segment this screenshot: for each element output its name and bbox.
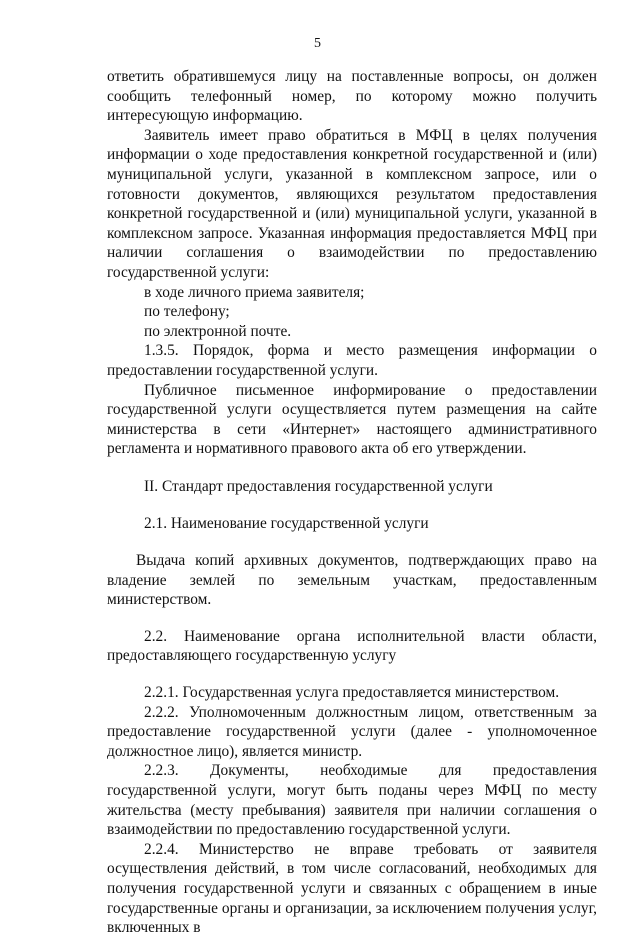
spacer <box>107 666 597 683</box>
paragraph: Заявитель имеет право обратиться в МФЦ в целях получения информации о ходе предоставления конкретной государственной и (или) муниципальной услуги, указанной в комплексном запросе, или о готовности документов, являющихся результатом предоставления конкретной государственной и (или) муниципальной услуги, указанной в комплексном запросе. Указанная информация предоставляется МФЦ при наличии соглашения о взаимодействии по предоставлению государственной услуги: <box>107 126 597 281</box>
paragraph: ответить обратившемуся лицу на поставленные вопросы, он должен сообщить телефонный номер, по которому можно получить интересующую информацию. <box>107 68 597 125</box>
paragraph: 2.2.4. Министерство не вправе требовать от заявителя осуществления действий, в том числе согласований, необходимых для получения государственной услуги и связанных с обращением в иные государственные органы и организации, за исключением получения услуг, включенных в <box>107 840 597 937</box>
paragraph: 1.3.5. Порядок, форма и место размещения информации о предоставлении государственной услуги. <box>107 342 597 379</box>
page-number: 5 <box>314 36 321 51</box>
list-item: в ходе личного приема заявителя; <box>144 283 365 301</box>
list-item: по электронной почте. <box>144 322 292 340</box>
spacer <box>107 459 597 477</box>
paragraph: 2.1. Наименование государственной услуги <box>144 515 429 533</box>
spacer <box>107 534 597 551</box>
paragraph: Публичное письменное информирование о предоставлении государственной услуги осуществляется путем размещения на сайте министерства в сети «Интернет» настоящего административного регламента и нормативного правового акта об его утверждении. <box>107 381 597 458</box>
paragraph: 2.2.1. Государственная услуга предоставляется министерством. <box>144 684 560 702</box>
document-body <box>107 67 597 938</box>
paragraph: 2.2.2. Уполномоченным должностным лицом, ответственным за предоставление государственной услуги (далее - уполномоченное должностное лицо), является министр. <box>107 703 597 760</box>
paragraph: II. Стандарт предоставления государственной услуги <box>144 477 493 495</box>
paragraph: 2.2. Наименование органа исполнительной власти области, предоставляющего государственную услугу <box>107 627 597 665</box>
spacer <box>107 610 597 627</box>
spacer <box>107 496 597 514</box>
paragraph: Выдача копий архивных документов, подтверждающих право на владение землей по земельным участкам, предоставленным министерством. <box>107 552 597 609</box>
list-item: по телефону; <box>144 303 230 321</box>
paragraph: 2.2.3. Документы, необходимые для предоставления государственной услуги, могут быть поданы через МФЦ по месту жительства (месту пребывания) заявителя при наличии соглашения о взаимодействии по предоставлению государственной услуги. <box>107 762 597 839</box>
